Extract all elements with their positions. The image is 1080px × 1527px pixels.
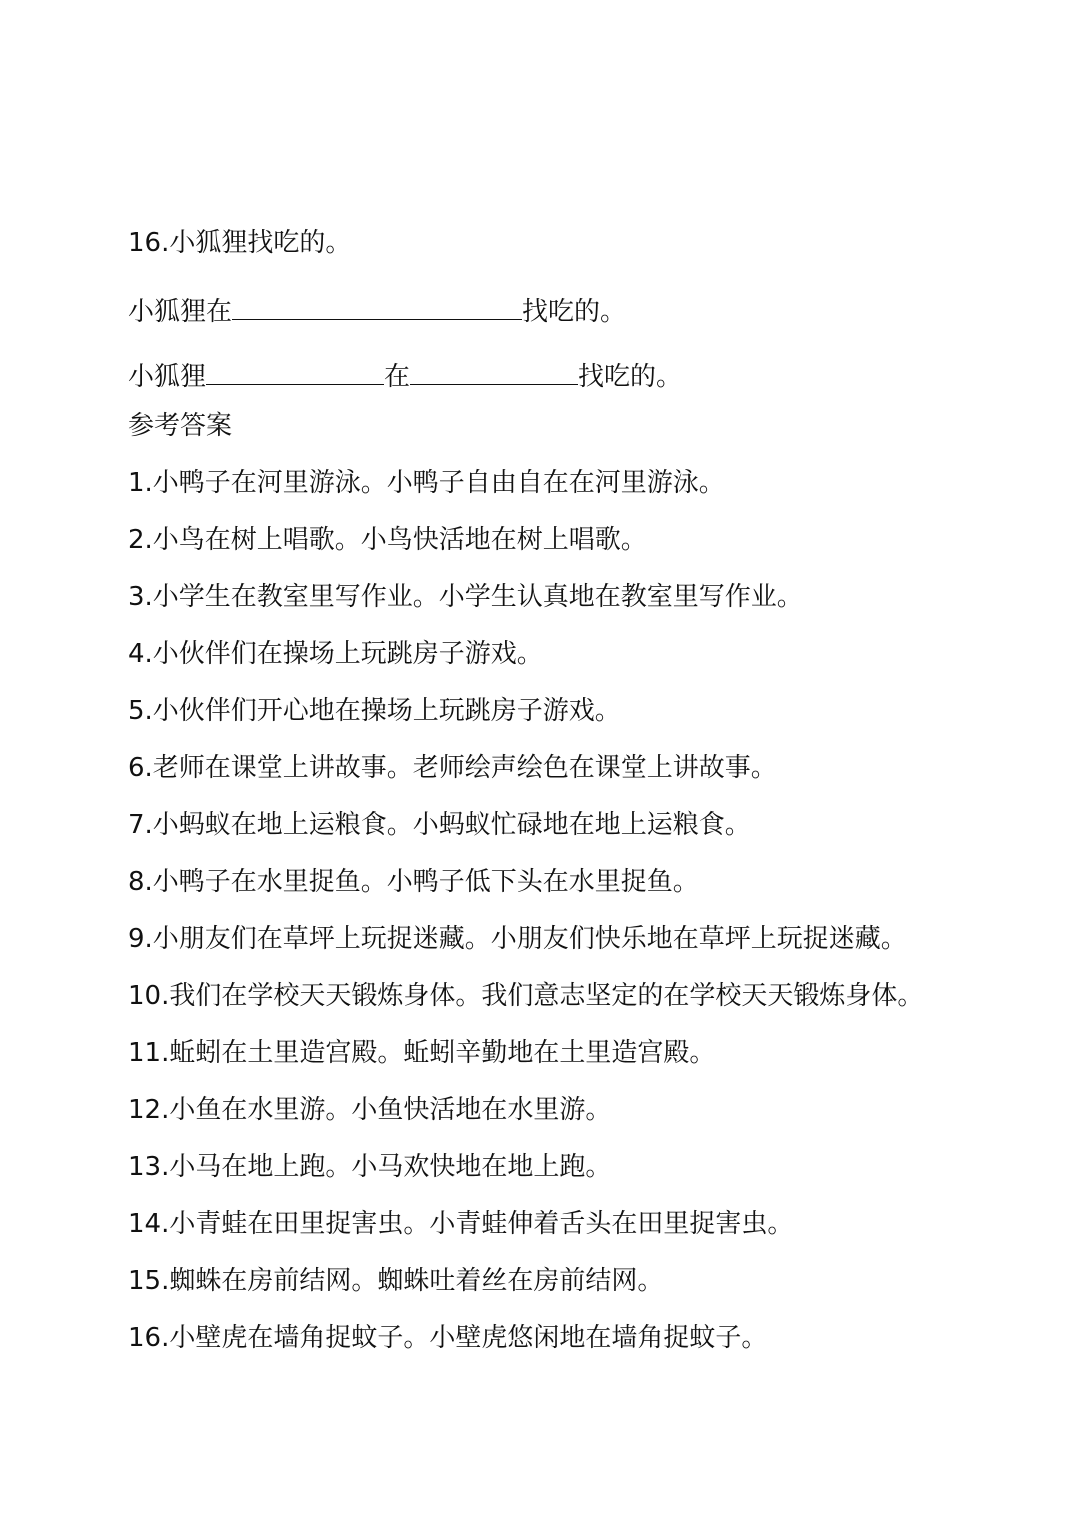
- fill-in-blank-3[interactable]: [410, 358, 578, 385]
- answer-item: 13.小马在地上跑。小马欢快地在地上跑。: [128, 1152, 612, 1182]
- question-prompt: 16.小狐狸找吃的。: [128, 228, 352, 258]
- fill-in-line-1: [128, 293, 626, 329]
- answer-item: 10.我们在学校天天锻炼身体。我们意志坚定的在学校天天锻炼身体。: [128, 981, 924, 1011]
- fill-in-line-1-after: 找吃的。: [522, 297, 627, 327]
- answer-item: 7.小蚂蚁在地上运粮食。小蚂蚁忙碌地在地上运粮食。: [128, 810, 751, 840]
- fill-in-blank-1[interactable]: [232, 293, 522, 320]
- answer-item: 9.小朋友们在草坪上玩捉迷藏。小朋友们快乐地在草坪上玩捉迷藏。: [128, 924, 907, 954]
- answer-item: 6.老师在课堂上讲故事。老师绘声绘色在课堂上讲故事。: [128, 753, 777, 783]
- fill-in-line-2-before: 小狐狸: [128, 362, 207, 392]
- answer-item: 8.小鸭子在水里捉鱼。小鸭子低下头在水里捉鱼。: [128, 867, 699, 897]
- answer-item: 15.蜘蛛在房前结网。蜘蛛吐着丝在房前结网。: [128, 1266, 664, 1296]
- fill-in-blank-2[interactable]: [206, 358, 384, 385]
- fill-in-line-1-before: 小狐狸在: [128, 297, 233, 327]
- answer-item: 12.小鱼在水里游。小鱼快活地在水里游。: [128, 1095, 612, 1125]
- fill-in-line-2-middle: 在: [384, 362, 411, 392]
- answer-item: 1.小鸭子在河里游泳。小鸭子自由自在在河里游泳。: [128, 468, 725, 498]
- answer-item: 14.小青蛙在田里捉害虫。小青蛙伸着舌头在田里捉害虫。: [128, 1209, 794, 1239]
- answer-item: 2.小鸟在树上唱歌。小鸟快活地在树上唱歌。: [128, 525, 647, 555]
- answer-item: 16.小壁虎在墙角捉蚊子。小壁虎悠闲地在墙角捉蚊子。: [128, 1323, 768, 1353]
- fill-in-line-2-after: 找吃的。: [578, 362, 683, 392]
- answers-heading: 参考答案: [128, 411, 233, 441]
- fill-in-line-2: [128, 358, 682, 394]
- answer-item: 3.小学生在教室里写作业。小学生认真地在教室里写作业。: [128, 582, 803, 612]
- answer-item: 4.小伙伴们在操场上玩跳房子游戏。: [128, 639, 543, 669]
- answer-item: 5.小伙伴们开心地在操场上玩跳房子游戏。: [128, 696, 621, 726]
- answer-item: 11.蚯蚓在土里造宫殿。蚯蚓辛勤地在土里造宫殿。: [128, 1038, 716, 1068]
